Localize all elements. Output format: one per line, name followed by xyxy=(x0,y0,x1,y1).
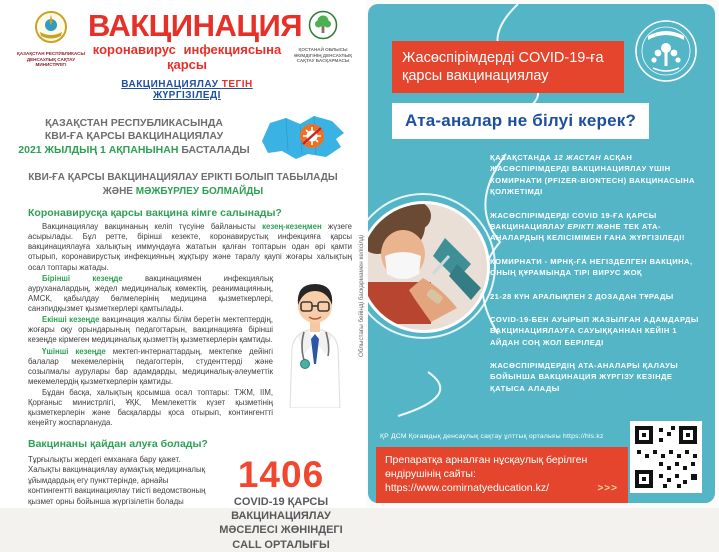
stages-text-block xyxy=(0,222,366,429)
b4-pre: COVID-19-БЕН АУЫРЫП ЖАЗЫЛҒАН АДАМДАРДЫ ВАКЦИНАЦИЯЛАУҒА САУЫҚҚАННАН КЕЙІН 1 АЙДАН СОҢ ЖОЛ БЕРІЛЕДІ xyxy=(490,314,699,347)
where-to-get-text: Тұрғылықты жердегі емханаға бару қажет. Халықты вакцинациялау аумақтық медициналық ұйымдардың егу пункттерінде, арнайы контингентті вакцинациялау тиісті ведомствоның қызмет орны бойынша жүргізілетін болады xyxy=(28,454,206,506)
b1-pre: ЖАСӨСПІРІМДЕРДІ COVID 19-ҒА ҚАРСЫ ВАКЦИНАЦИЯЛАУ xyxy=(490,210,657,231)
region-emblem-icon xyxy=(308,27,338,44)
b1-em: ЕРІКТІ xyxy=(567,221,594,231)
p0-pre: Вакцинациялау вакцинаның келіп түсуіне байланысты xyxy=(42,222,263,231)
p1-highlight: Бірінші кезеңде xyxy=(42,273,123,283)
hotline-number: 1406 xyxy=(237,453,325,495)
poster-title: ВАКЦИНАЦИЯ xyxy=(88,8,303,43)
b1-post: ЖӘНЕ ТЕК АТА-АНАЛАРДЫҢ КЕЛІСІМІМЕН ҒАНА ЖҮРГІЗІЛЕДІ! xyxy=(490,221,685,243)
qr-code[interactable] xyxy=(630,421,702,493)
child-vaccination-photo xyxy=(368,201,490,333)
hotline-block xyxy=(210,455,352,552)
right-panel xyxy=(368,4,715,503)
region-logo-caption: ҚОСТАНАЙ ОБЛЫСЫ ӘКІМДІГІНІҢ ДЕНСАУЛЫҚ САҚТАУ БАСҚАРМАСЫ xyxy=(293,47,353,64)
voluntary-green: МӘЖБҮРЛЕУ БОЛМАЙДЫ xyxy=(135,185,264,197)
start-date-row xyxy=(0,109,366,165)
free-vaccination-line xyxy=(88,79,286,101)
manufacturer-site-url[interactable]: https://www.comirnatyeducation.kz/ xyxy=(385,482,549,495)
manufacturer-site-label: Препаратқа арналған нұсқаулық берілген өндірушінің сайты: xyxy=(385,454,588,481)
source-line: ҚР ДСМ Қоғамдық денсаулық сақтау ұлттық орталығы https://hls.kz xyxy=(380,433,604,440)
bullet-voluntary xyxy=(490,210,704,244)
ministry-emblem-icon xyxy=(34,31,68,48)
bullet-mrna xyxy=(490,256,704,279)
title-block xyxy=(88,8,303,101)
hotline-label: COVID-19 ҚАРСЫ ВАКЦИНАЦИЯЛАУ МӘСЕЛЕСІ ЖӨНІНДЕГІ CALL ОРТАЛЫҒЫ xyxy=(219,495,343,551)
region-logo-block xyxy=(286,10,360,64)
start-line1: ҚАЗАҚСТАН РЕСПУБЛИКАСЫНДА xyxy=(45,116,223,129)
start-line2: КВИ-ҒА ҚАРСЫ ВАКЦИНАЦИЯЛАУ xyxy=(44,130,224,143)
manufacturer-site-box xyxy=(376,447,628,503)
free-line-part2: ТЕГІН xyxy=(221,79,253,90)
p0-post: жүзеге асырылады. Бұл ретте, бірінші кезекте, коронавирустық инфекцияға қарсы вакцинациялауға халықтың иммундауға жататын қалған топтарын одан әрі қамти отырып, коронавирустық инфекцияның жұқтыру және таралу қаупі жоғары халықтың осал топтары жатады. xyxy=(28,222,352,272)
p0-highlight: кезең-кезеңмен xyxy=(262,222,322,231)
b0-pre: ҚАЗАҚСТАНДА xyxy=(490,153,554,162)
bullet-parents-present xyxy=(490,360,704,394)
p3-highlight: Үшінші кезеңде xyxy=(42,346,106,356)
question-where-heading: Вакцинаны қайдан алуға болады? xyxy=(28,437,208,450)
voluntary-statement xyxy=(0,171,366,198)
bullet-doses xyxy=(490,291,704,302)
free-line-part3: ЖҮРГІЗІЛЕДІ xyxy=(153,90,221,101)
arrows-indicator: >>> xyxy=(597,483,618,495)
bullet-recovered xyxy=(490,314,704,348)
kazakhstan-map-icon xyxy=(256,109,348,165)
ministry-logo-block xyxy=(14,10,88,68)
p1-post: вакцинациямен инфекциялық ауруханалардың, жедел медициналық көмектің, реанимацияның, АМСК, қабылдау бөлмелерінің медицина қызметкерлері, санэпидқызмет қызметкерлері қамтылады. xyxy=(28,273,273,313)
left-header xyxy=(0,0,366,101)
p4-pre: Бұдан басқа, халықтың қосымша осал топтары: ТЖМ, ІІМ, Қорғаныс министрлігі, ҰҚК, Мемлекеттік күзет қызметінің қызметкерлерін және басқаларды қоса отырып, контингентті кеңейту жоспарлануда. xyxy=(28,388,273,428)
voluntary-gray: КВИ-ҒА ҚАРСЫ ВАКЦИНАЦИЯЛАУ ЕРІКТІ БОЛЫП ТАБЫЛАДЫ ЖӘНЕ xyxy=(28,172,338,197)
info-bullets xyxy=(490,152,704,406)
start-line3 xyxy=(18,144,249,158)
b5-pre: ЖАСӨСПІРІМДЕРДІҢ АТА-АНАЛАРЫ ҚАЛАУЫ БОЙЫНША ВАКЦИНАЦИЯ ЖҮРГІЗУ КЕЗІНДЕ ҚАТЫСА АЛАДЫ xyxy=(490,361,679,393)
bottom-row xyxy=(0,453,366,552)
start-date-text xyxy=(18,117,249,158)
health-center-emblem-icon xyxy=(633,18,699,84)
approval-side-note: Облыстағы бейінді басқармамен келісілді xyxy=(358,235,365,357)
start-line3-green: 2021 ЖЫЛДЫҢ 1 АҚПАНЫНАН xyxy=(18,143,179,156)
b0-post: АСҚАН ЖАСӨСПІРІМДЕРДІ ВАКЦИНАЦИЯЛАУ ҮШІН КОМИРНАТИ (PFIZER-BIONTECH) ВАКЦИНАСЫНА ҚОЛЖЕТІМДІ xyxy=(490,153,695,197)
teens-vaccination-header: Жасөспірімдерді COVID-19-ға қарсы вакцинациялау xyxy=(392,41,624,93)
p2-post: вакцинация жалпы білім беретін мектептердің, жоғары оқу орындарының педагогтарын, вакцинацияға бірінші кезеңде кірмеген медициналық қызметтің қызметкерлерін қамтиды. xyxy=(28,315,273,345)
ministry-logo-caption: ҚАЗАҚСТАН РЕСПУБЛИКАСЫ ДЕНСАУЛЫҚ САҚТАУ МИНИСТРЛІГІ xyxy=(17,51,85,68)
b2-pre: КОМИРНАТИ - МРНҚ-ҒА НЕГІЗДЕЛГЕН ВАКЦИНА, ОНЫҢ ҚҰРАМЫНДА ТІРІ ВИРУС ЖОҚ xyxy=(490,256,693,278)
free-line-part1: ВАКЦИНАЦИЯЛАУ xyxy=(121,79,222,90)
b3-pre: 21-28 КҮН АРАЛЫҚПЕН 2 ДОЗАДАН ТҰРАДЫ xyxy=(490,291,674,301)
bullet-availability xyxy=(490,152,704,198)
p3-post: мектеп-интернаттардың, мектепке дейінгі балалар мекемелерінің педагогтерін, студенттерді және созылмалы аурулары бар адамдарды, медициналық-әлеуметтік мекемелердің қызметкерлерін қамтиды. xyxy=(28,346,273,386)
b0-em: 12 ЖАСТАН xyxy=(553,153,602,162)
p2-highlight: Екінші кезеңде xyxy=(42,315,100,325)
question-who-heading: Коронавирусқа қарсы вакцина кімге салынады? xyxy=(28,207,282,219)
start-line3-gray: БАСТАЛАДЫ xyxy=(178,143,250,156)
poster-subtitle: коронавирус инфекциясына қарсы xyxy=(92,42,282,72)
doctor-illustration xyxy=(278,276,352,408)
paragraph-overview xyxy=(28,222,352,273)
parents-question-header: Ата-аналар не білуі керек? xyxy=(392,103,649,139)
